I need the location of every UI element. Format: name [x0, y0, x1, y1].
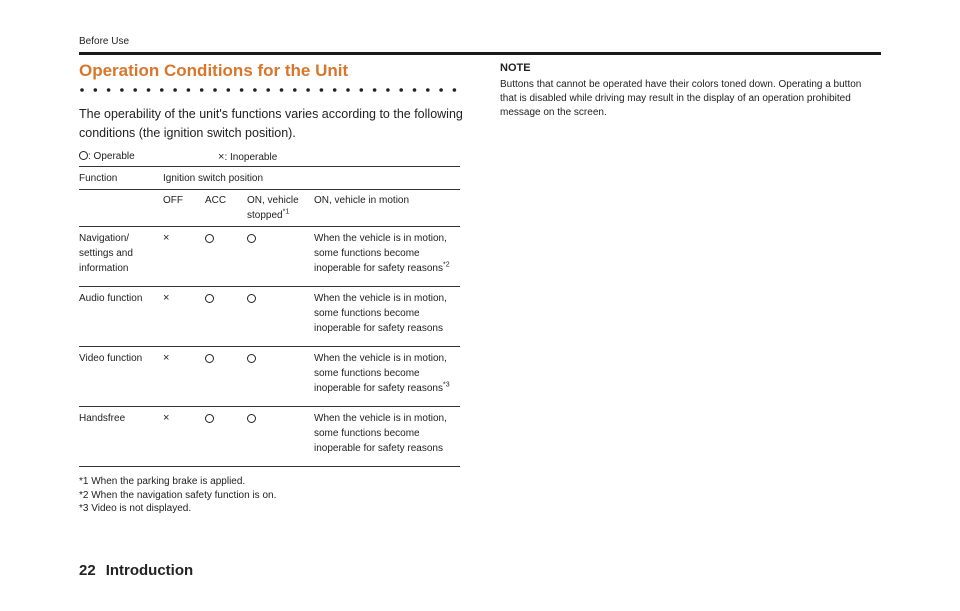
page-footer [79, 562, 193, 579]
cross-icon: × [163, 292, 170, 304]
divider-dot [253, 88, 257, 92]
divider-dot [240, 88, 244, 92]
divider-dot [320, 88, 324, 92]
divider-dot [160, 88, 164, 92]
subheader-acc: ACC [205, 190, 247, 227]
divider-dot [360, 88, 364, 92]
circle-icon [205, 354, 214, 363]
operation-conditions-table [79, 166, 460, 467]
cell-on-stopped [247, 407, 314, 467]
divider-dot [386, 88, 390, 92]
cell-on-stopped [247, 227, 314, 287]
divider-dot [200, 88, 204, 92]
row-function: Audio function [79, 287, 163, 347]
cell-off [163, 407, 205, 467]
row-function: Video function [79, 347, 163, 407]
circle-icon [247, 354, 256, 363]
cell-on-stopped [247, 347, 314, 407]
divider-dot [280, 88, 284, 92]
circle-icon [247, 234, 256, 243]
divider-dot [399, 88, 403, 92]
cell-on-motion: When the vehicle is in motion, some functions become inoperable for safety reasons$^{*2}$ [314, 227, 460, 287]
circle-icon [205, 234, 214, 243]
divider-dot [80, 88, 84, 92]
cell-on-motion: When the vehicle is in motion, some functions become inoperable for safety reasons [314, 287, 460, 347]
divider-dot [94, 88, 98, 92]
divider-dot [120, 88, 124, 92]
cross-icon: × [163, 352, 170, 364]
cell-on-motion: When the vehicle is in motion, some functions become inoperable for safety reasons [314, 407, 460, 467]
footnote: *1 When the parking brake is applied. [79, 476, 246, 487]
divider-dot [373, 88, 377, 92]
circle-icon [205, 414, 214, 423]
table-header-row [79, 167, 460, 190]
footnotes [79, 475, 276, 516]
circle-icon [247, 414, 256, 423]
note-heading: NOTE [500, 62, 531, 74]
circle-icon [247, 294, 256, 303]
footnote-ref: *3 [442, 381, 450, 389]
divider-dot [213, 88, 217, 92]
cell-on-stopped [247, 287, 314, 347]
cell-off [163, 227, 205, 287]
cross-icon: × [163, 232, 170, 244]
divider-dot [266, 88, 270, 92]
divider-dot [439, 88, 443, 92]
row-function: Handsfree [79, 407, 163, 467]
circle-icon [205, 294, 214, 303]
divider-dot [293, 88, 297, 92]
divider-dot [306, 88, 310, 92]
cross-icon: × [163, 412, 170, 424]
table-subheader-row [79, 190, 460, 227]
table-row [79, 347, 460, 407]
divider-dot [333, 88, 337, 92]
page-title: Operation Conditions for the Unit [79, 61, 349, 80]
divider-dot [107, 88, 111, 92]
intro-text: The operability of the unit's functions varies according to the following conditions (the ignition switch position). [79, 107, 463, 140]
row-function: Navigation/ settings and information [79, 227, 163, 287]
note-body: Buttons that cannot be operated have their colors toned down. Operating a button that is disabled while driving may result in the display of an operation prohibited message on the screen. [500, 79, 862, 118]
circle-icon [79, 151, 88, 160]
header-ignition: Ignition switch position [163, 167, 460, 190]
legend-inoperable-label: : Inoperable [224, 152, 278, 163]
divider-dot [133, 88, 137, 92]
header-function: Function [79, 167, 163, 190]
divider-dot [187, 88, 191, 92]
cell-off [163, 347, 205, 407]
divider-dot [227, 88, 231, 92]
cell-acc [205, 347, 247, 407]
cell-acc [205, 227, 247, 287]
table-row [79, 407, 460, 467]
table-row [79, 287, 460, 347]
divider-dot [173, 88, 177, 92]
section-label: Before Use [79, 36, 130, 47]
title-dot-divider [80, 87, 460, 93]
subheader-on-motion: ON, vehicle in motion [314, 190, 460, 227]
subheader-on-stopped: ON, vehicle stopped$^{*1}$ [247, 190, 314, 227]
cross-icon: × [218, 151, 225, 163]
cell-acc [205, 287, 247, 347]
footnote: *3 Video is not displayed. [79, 503, 192, 514]
cell-on-motion: When the vehicle is in motion, some functions become inoperable for safety reasons$^{*3}$ [314, 347, 460, 407]
divider-dot [346, 88, 350, 92]
legend-operable-label: : Operable [88, 151, 135, 162]
header-rule [79, 52, 881, 55]
legend-inoperable [218, 151, 277, 163]
divider-dot [453, 88, 457, 92]
divider-dot [426, 88, 430, 92]
table-row [79, 227, 460, 287]
footnote-ref: *2 [442, 261, 450, 269]
cell-acc [205, 407, 247, 467]
chapter-title: Introduction [105, 562, 194, 579]
footnote: *2 When the navigation safety function is on. [79, 489, 277, 501]
page-number: 22 [79, 562, 96, 579]
subheader-off: OFF [163, 190, 205, 227]
cell-off [163, 287, 205, 347]
divider-dot [413, 88, 417, 92]
footnote-ref: *1 [282, 208, 290, 216]
divider-dot [147, 88, 151, 92]
legend-operable [79, 151, 135, 162]
